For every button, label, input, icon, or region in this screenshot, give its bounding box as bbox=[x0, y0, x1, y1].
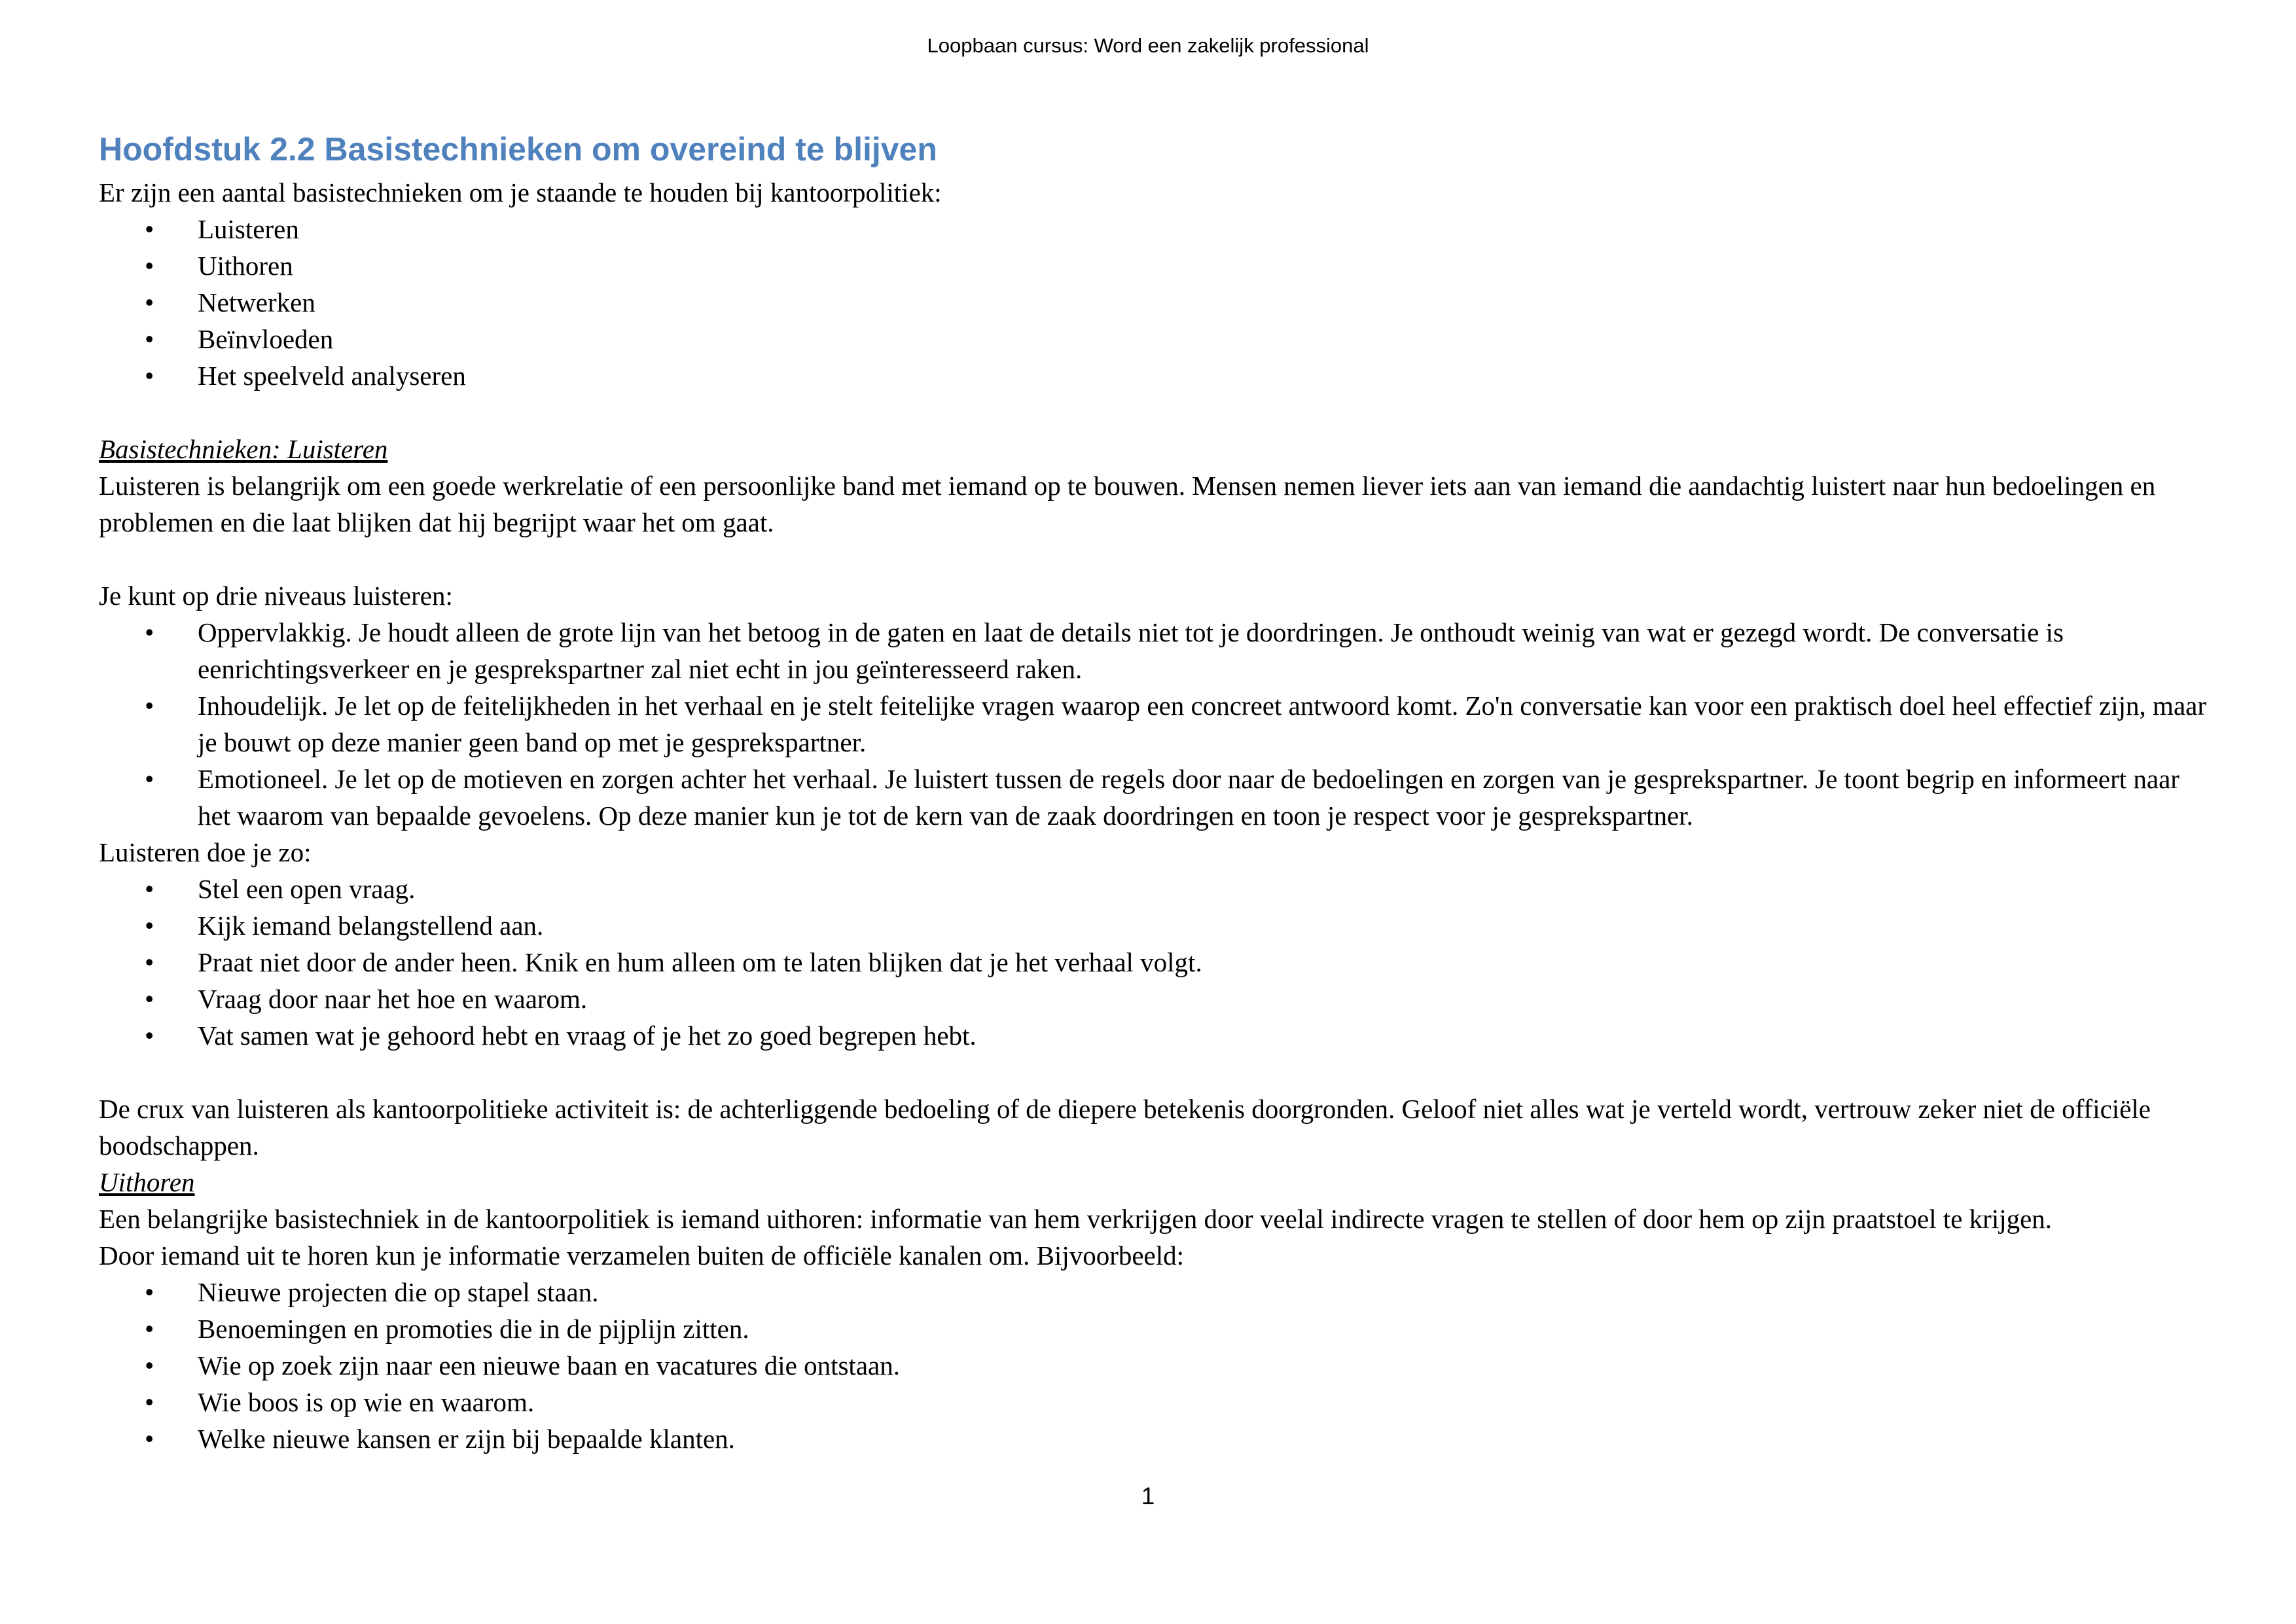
intro-paragraph: Er zijn een aantal basistechnieken om je staande te houden bij kantoorpolitiek: bbox=[99, 177, 942, 208]
how-list bbox=[99, 871, 2213, 1054]
levels-list bbox=[99, 614, 2213, 834]
page-content bbox=[99, 124, 2213, 1457]
section-heading-uithoren: Uithoren bbox=[99, 1167, 195, 1197]
list-item: • Vraag door naar het hoe en waarom. bbox=[99, 981, 2213, 1017]
list-item: • Inhoudelijk. Je let op de feitelijkheden in het verhaal en je stelt feitelijke vragen waarop een concreet antwoord komt. Zo'n conversatie kan voor een praktisch doel heel effectief zijn, maar je bouwt op deze manier geen band op met je gesprekspartner. bbox=[99, 687, 2213, 761]
luisteren-paragraph: Luisteren is belangrijk om een goede werkrelatie of een persoonlijke band met iemand op te bouwen. Mensen nemen liever iets aan van iemand die aandachtig luistert naar hun bedoelingen en problemen en die laat blijken dat hij begrijpt waar het om gaat. bbox=[99, 471, 2156, 537]
list-item: • Het speelveld analyseren bbox=[99, 357, 2213, 394]
spacer bbox=[99, 541, 2213, 577]
list-item: • Emotioneel. Je let op de motieven en zorgen achter het verhaal. Je luistert tussen de regels door naar de bedoelingen en zorgen van je gesprekspartner. Je toont begrip en informeert naar het waarom van bepaalde gevoelens. Op deze manier kun je tot de kern van de zaak doordringen en toon je respect voor je gesprekspartner. bbox=[99, 761, 2213, 834]
techniques-list bbox=[99, 211, 2213, 394]
crux-paragraph: De crux van luisteren als kantoorpolitieke activiteit is: de achterliggende bedoeling of de diepere betekenis doorgronden. Geloof niet alles wat je verteld wordt, vertrouw zeker niet de officiële boodschappen. bbox=[99, 1094, 2151, 1161]
spacer bbox=[99, 1054, 2213, 1091]
list-item: • Praat niet door de ander heen. Knik en hum alleen om te laten blijken dat je het verhaal volgt. bbox=[99, 944, 2213, 981]
running-header: Loopbaan cursus: Word een zakelijk professional bbox=[927, 34, 1369, 57]
list-item: • Luisteren bbox=[99, 211, 2213, 247]
levels-intro: Je kunt op drie niveaus luisteren: bbox=[99, 581, 453, 611]
list-item: • Beïnvloeden bbox=[99, 321, 2213, 357]
how-intro: Luisteren doe je zo: bbox=[99, 837, 312, 867]
list-item: • Kijk iemand belangstellend aan. bbox=[99, 907, 2213, 944]
list-item: • Netwerken bbox=[99, 284, 2213, 321]
list-item: • Nieuwe projecten die op stapel staan. bbox=[99, 1274, 2213, 1310]
list-item: • Vat samen wat je gehoord hebt en vraag of je het zo goed begrepen hebt. bbox=[99, 1017, 2213, 1054]
examples-intro: Door iemand uit te horen kun je informatie verzamelen buiten de officiële kanalen om. Bijvoorbeeld: bbox=[99, 1240, 1185, 1271]
spacer bbox=[99, 394, 2213, 431]
list-item: • Wie op zoek zijn naar een nieuwe baan en vacatures die ontstaan. bbox=[99, 1347, 2213, 1384]
list-item: • Stel een open vraag. bbox=[99, 871, 2213, 907]
list-item: • Wie boos is op wie en waarom. bbox=[99, 1384, 2213, 1420]
list-item: • Uithoren bbox=[99, 247, 2213, 284]
list-item: • Oppervlakkig. Je houdt alleen de grote lijn van het betoog in de gaten en laat de details niet tot je doordringen. Je onthoudt weinig van wat er gezegd wordt. De conversatie is eenrichtingsverkeer en je gesprekspartner zal niet echt in jou geïnteresseerd raken. bbox=[99, 614, 2213, 687]
page-number: 1 bbox=[1141, 1483, 1155, 1509]
chapter-title: Hoofdstuk 2.2 Basistechnieken om overeind te blijven bbox=[99, 131, 937, 168]
list-item: • Welke nieuwe kansen er zijn bij bepaalde klanten. bbox=[99, 1420, 2213, 1457]
examples-list bbox=[99, 1274, 2213, 1457]
list-item: • Benoemingen en promoties die in de pijplijn zitten. bbox=[99, 1310, 2213, 1347]
section-heading-luisteren: Basistechnieken: Luisteren bbox=[99, 434, 388, 464]
uithoren-paragraph: Een belangrijke basistechniek in de kantoorpolitiek is iemand uithoren: informatie van hem verkrijgen door veelal indirecte vragen te stellen of door hem op zijn praatstoel te krijgen. bbox=[99, 1204, 2053, 1234]
